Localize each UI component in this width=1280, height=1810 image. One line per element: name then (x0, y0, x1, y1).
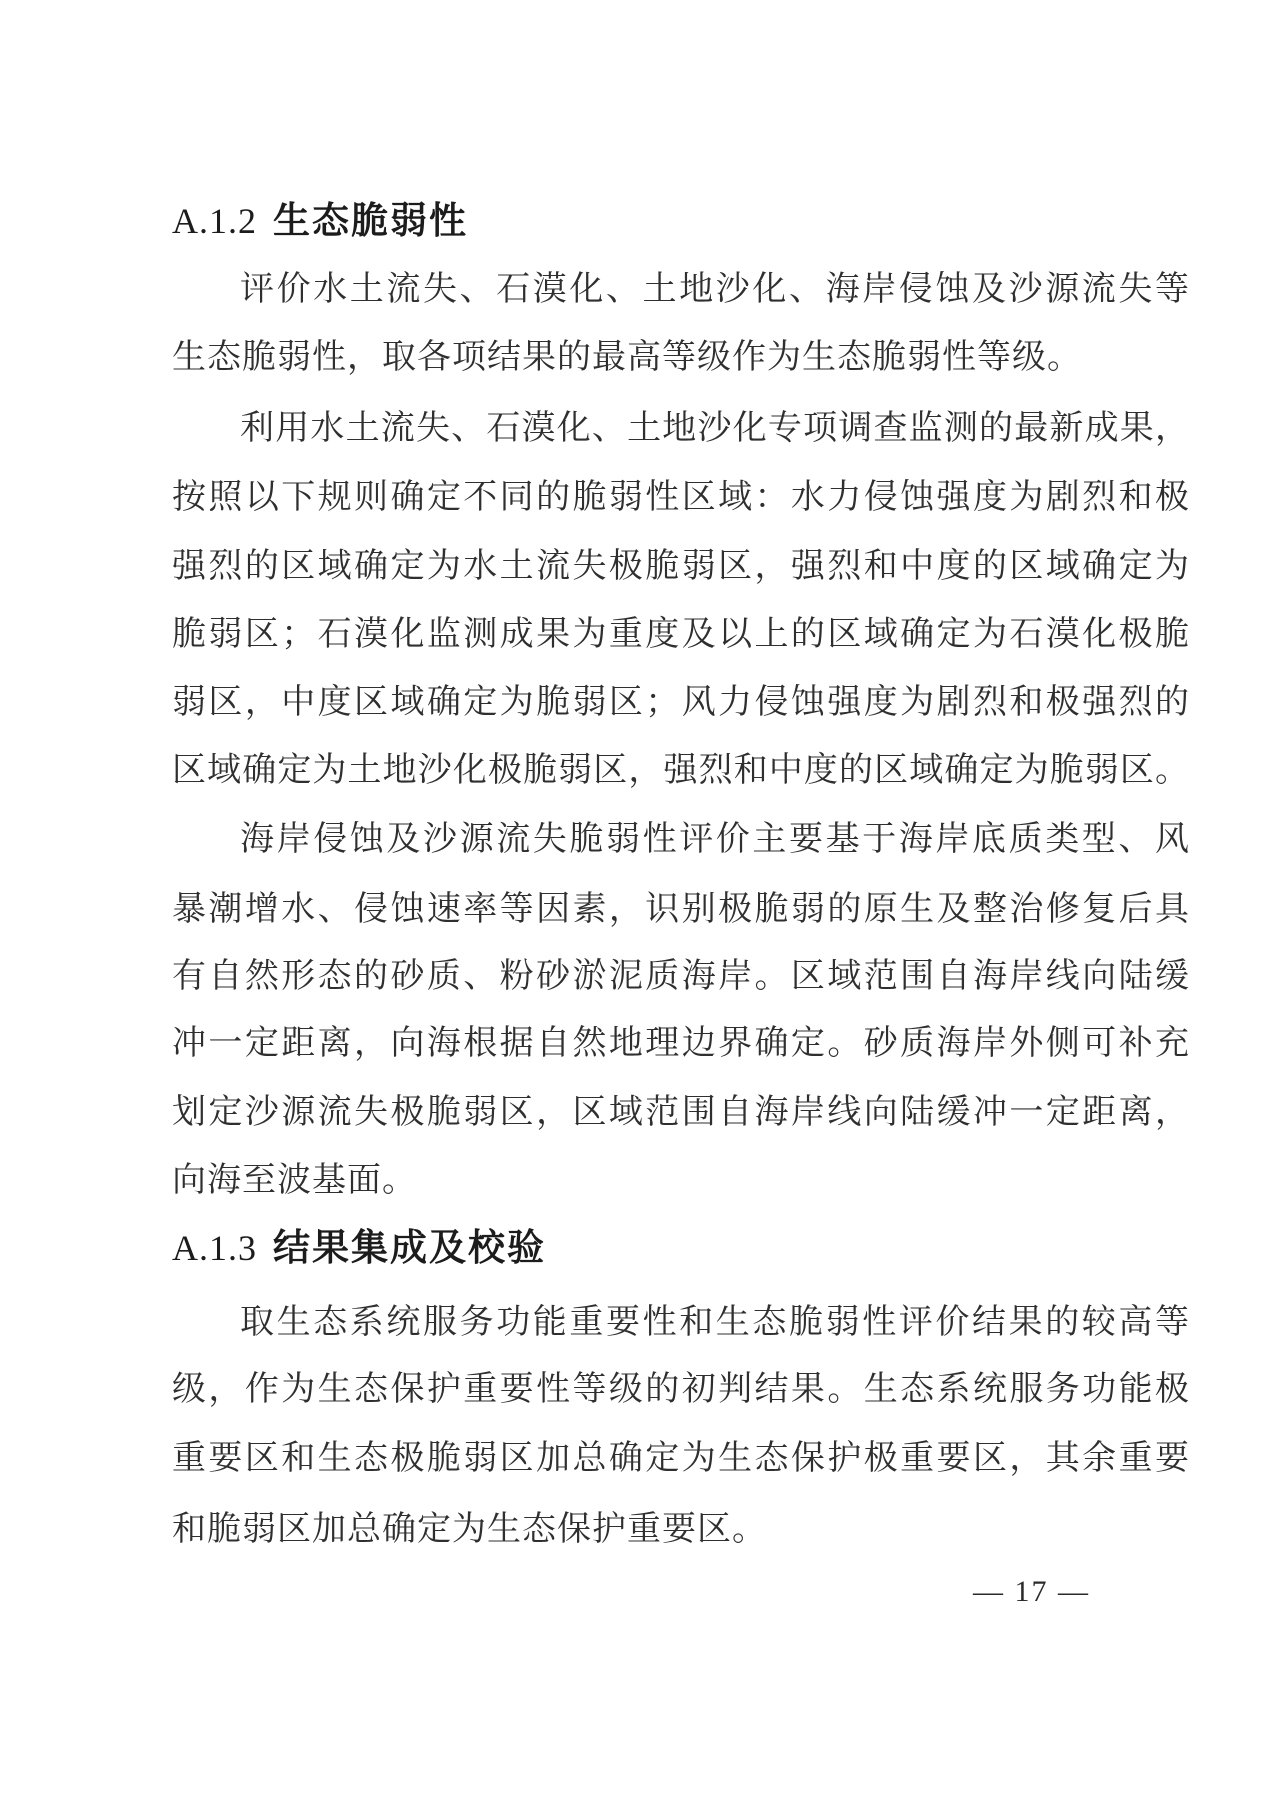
paragraph-line: 级，作为生态保护重要性等级的初判结果。生态系统服务功能极 (172, 1371, 1190, 1408)
section-number: A.1.2 (172, 201, 257, 241)
paragraph-line: 按照以下规则确定不同的脆弱性区域：水力侵蚀强度为剧烈和极 (172, 479, 1190, 516)
section-title: 生态脆弱性 (273, 200, 468, 241)
paragraph-line: 划定沙源流失极脆弱区，区域范围自海岸线向陆缓冲一定距离， (172, 1094, 1190, 1131)
paragraph-line: 生态脆弱性，取各项结果的最高等级作为生态脆弱性等级。 (172, 339, 1082, 376)
paragraph-line: 海岸侵蚀及沙源流失脆弱性评价主要基于海岸底质类型、风 (240, 821, 1190, 858)
paragraph-line: 重要区和生态极脆弱区加总确定为生态保护极重要区，其余重要 (172, 1440, 1190, 1477)
paragraph-line: 弱区，中度区域确定为脆弱区；风力侵蚀强度为剧烈和极强烈的 (172, 684, 1190, 721)
page-number: — 17 — (973, 1575, 1090, 1608)
paragraph-line: 冲一定距离，向海根据自然地理边界确定。砂质海岸外侧可补充 (172, 1025, 1190, 1062)
paragraph-line: 利用水土流失、石漠化、土地沙化专项调查监测的最新成果， (240, 410, 1190, 447)
section-heading-a13 (172, 1214, 1190, 1282)
paragraph-line: 强烈的区域确定为水土流失极脆弱区，强烈和中度的区域确定为 (172, 548, 1190, 585)
paragraph-line: 评价水土流失、石漠化、土地沙化、海岸侵蚀及沙源流失等 (240, 271, 1190, 308)
paragraph-line: 区域确定为土地沙化极脆弱区，强烈和中度的区域确定为脆弱区。 (172, 752, 1190, 789)
paragraph-line: 脆弱区；石漠化监测成果为重度及以上的区域确定为石漠化极脆 (172, 616, 1190, 653)
section-title: 结果集成及校验 (273, 1227, 546, 1268)
paragraph-line: 和脆弱区加总确定为生态保护重要区。 (172, 1511, 767, 1548)
paragraph-line: 向海至波基面。 (172, 1162, 417, 1199)
section-heading-a12 (172, 187, 1190, 255)
paragraph-line: 暴潮增水、侵蚀速率等因素，识别极脆弱的原生及整治修复后具 (172, 891, 1190, 928)
paragraph-line: 取生态系统服务功能重要性和生态脆弱性评价结果的较高等 (240, 1304, 1190, 1341)
section-number: A.1.3 (172, 1228, 257, 1268)
paragraph-line: 有自然形态的砂质、粉砂淤泥质海岸。区域范围自海岸线向陆缓 (172, 958, 1190, 995)
